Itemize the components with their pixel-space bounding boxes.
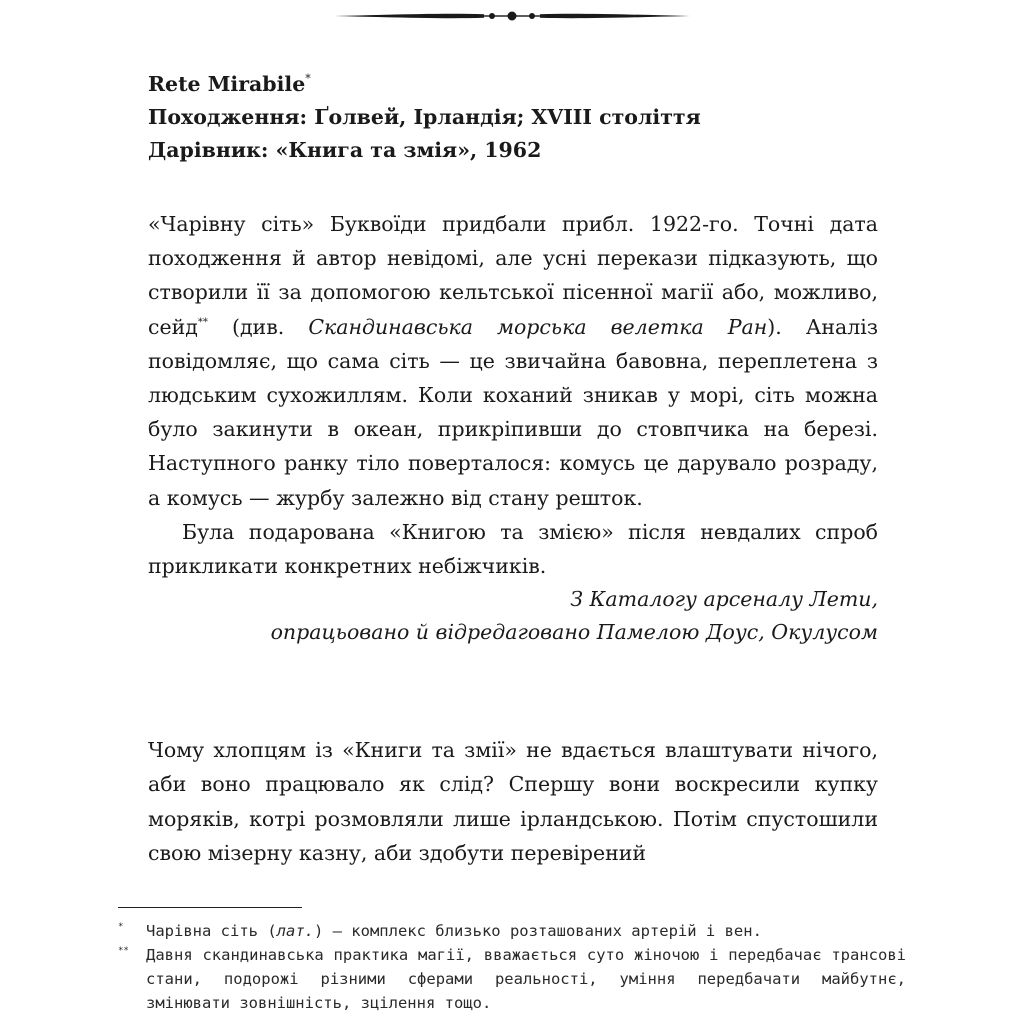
footnote-2-text: Давня скандинавська практика магії, вважається суто жіночою і передбачає трансові стани, подорожі різними сферами реальності, уміння передбачати майбутнє, змінювати зовнішність, зцілення тощо. xyxy=(146,946,906,1012)
narrative-paragraph: Чому хлопцям із «Книги та змії» не вдається влаштувати нічого, аби воно працювало як слід? Спершу вони воскресили купку моряків, котрі розмовляли лише ірландською. Потім спустошили свою мізерну казну, аби здобути перевірений xyxy=(148,738,878,865)
cross-reference: Скандинавська морська велетка Ран xyxy=(308,314,768,339)
footnote-1 xyxy=(118,919,906,943)
footnote-1-italic: лат. xyxy=(276,922,314,940)
footnote-mark-2: ** xyxy=(118,946,129,956)
footnote-1-text-b: ) — комплекс близько розташованих артерій і вен. xyxy=(313,922,762,940)
footnotes xyxy=(118,919,906,1015)
entry-p1-text-c: ). Аналіз повідомляє, що сама сіть — це звичайна бавовна, переплетена з людським сухожиллям. Коли коханий зникав у морі, сіть можна було закинути в океан, прикріпивши до стовпчика на березі. Наступного ранку тіло поверталося: комусь це дарувало розраду, а комусь — журбу залежно від стану решток. xyxy=(148,314,879,510)
footnote-1-text-a: Чарівна сіть ( xyxy=(146,922,277,940)
entry-body xyxy=(148,207,878,649)
page-content xyxy=(148,68,878,870)
narrative-section xyxy=(148,733,878,870)
entry-paragraph-2: Була подарована «Книгою та змією» після невдалих спроб прикликати конкретних небіжчиків. xyxy=(148,519,878,579)
source-attribution-line-2: опрацьовано й відредаговано Памелою Доус, Окулусом xyxy=(270,620,878,645)
footnote-ref-2: ** xyxy=(197,316,208,328)
footnote-mark-1: * xyxy=(118,922,124,932)
entry-p1-text-b: (див. xyxy=(207,314,309,339)
footnote-divider xyxy=(118,907,302,908)
footnote-2 xyxy=(118,943,906,1015)
footnote-ref-1: * xyxy=(305,72,311,85)
entry-origin: Походження: Ґолвей, Ірландія; XVIII століття xyxy=(148,105,701,129)
source-attribution-line-1: З Каталогу арсеналу Лети, xyxy=(570,587,878,612)
entry-title-text: Rete Mirabile xyxy=(148,72,306,96)
entry-donor: Дарівник: «Книга та змія», 1962 xyxy=(148,138,542,162)
ornament-divider xyxy=(334,8,690,24)
entry-header xyxy=(148,68,878,167)
entry-title xyxy=(148,68,878,101)
entry-paragraph-1 xyxy=(148,207,878,515)
entry-p1-text-a: «Чарівну сіть» Буквоїди придбали прибл. 1922-го. Точні дата походження й автор невідомі, але усні перекази підказують, що створили її за допомогою кельтської пісенної магії або, можливо, сейд xyxy=(148,212,878,339)
